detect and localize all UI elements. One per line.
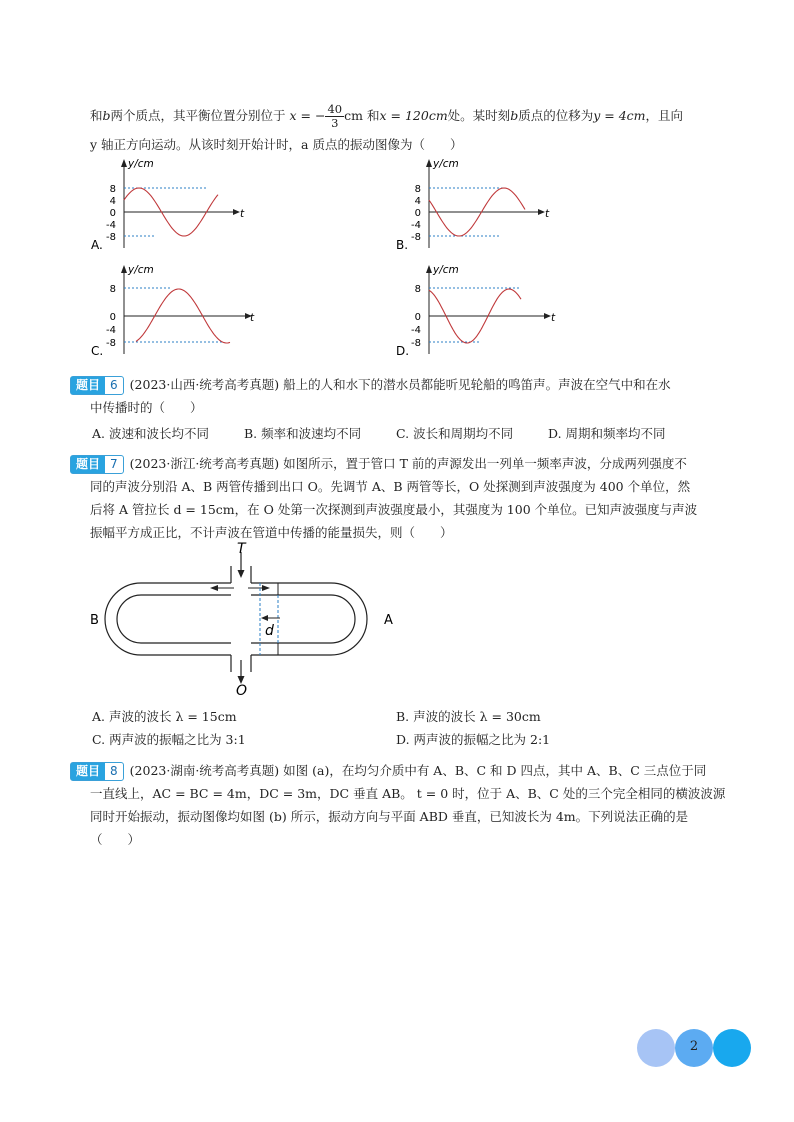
x1-equation: x = − xyxy=(289,108,326,123)
q7-tag: 题目 7 xyxy=(70,455,124,474)
q8-line-2: 一直线上，AC = BC = 4m，DC = 3m，DC 垂直 AB。 t = 0 时，位于 A、B、C 处的三个完全相同的横波波源 xyxy=(90,786,726,801)
graph-b xyxy=(393,156,563,256)
q7-option-d[interactable]: D. 两声波的振幅之比为 2:1 xyxy=(396,732,551,747)
graph-b-xlabel: t xyxy=(545,208,550,220)
graph-c xyxy=(88,262,258,362)
q6-option-c[interactable]: C. 波长和周期均不同 xyxy=(396,426,514,441)
svg-text:-8: -8 xyxy=(106,338,116,349)
q5-line-1: 和b两个质点，其平衡位置分别位于 x = − $\frac{40}{3}$ cm 和x = 120cm处。某时刻b质点的位移为y = 4cm，且向 xyxy=(90,102,684,130)
badge-circle-right xyxy=(713,1029,751,1067)
svg-text:-4: -4 xyxy=(411,325,421,336)
svg-text:-8: -8 xyxy=(106,232,116,243)
svg-text:4: 4 xyxy=(414,196,421,207)
graph-c-xlabel: t xyxy=(250,312,255,324)
pipe-diagram xyxy=(86,538,416,698)
pipe-inner xyxy=(117,595,355,643)
q7-line-3: 后将 A 管拉长 d = 15cm，在 O 处第一次探测到声波强度最小，其强度为 100 个单位。已知声波强度与声波 xyxy=(90,502,698,517)
graph-d xyxy=(393,262,563,362)
svg-text:0: 0 xyxy=(109,208,116,219)
page-number: 2 xyxy=(689,1039,699,1054)
label-B: B xyxy=(90,613,99,628)
option-c-label: C. xyxy=(91,344,104,358)
q7-option-b[interactable]: B. 声波的波长 λ = 30cm xyxy=(396,709,541,724)
label-O: O xyxy=(236,683,248,698)
graph-a-xlabel: t xyxy=(240,208,245,220)
svg-text:8: 8 xyxy=(109,184,116,195)
svg-text:0: 0 xyxy=(414,312,421,323)
q8-line-1: 题目 8 (2023·湖南·统考高考真题) 如图 (a)，在均匀介质中有 A、B、C 和 D 四点，其中 A、B、C 三点位于同 xyxy=(70,761,706,781)
svg-text:8: 8 xyxy=(414,184,421,195)
q7-line-4: 振幅平方成正比，不计声波在管道中传播的能量损失，则（ ） xyxy=(90,525,453,540)
fraction-40-3: $\frac{40}{3}$ xyxy=(327,102,343,130)
graph-d-ylabel: y/cm xyxy=(433,264,459,276)
svg-text:-8: -8 xyxy=(411,338,421,349)
option-b-label: B. xyxy=(396,238,409,252)
label-T: T xyxy=(237,541,246,557)
q6-option-a[interactable]: A. 波速和波长均不同 xyxy=(92,426,209,441)
svg-text:8: 8 xyxy=(109,284,116,295)
q7-line-1: 题目 7 (2023·浙江·统考高考真题) 如图所示，置于管口 T 前的声源发出一列单一频率声波，分成两列强度不 xyxy=(70,454,687,474)
q8-line-4: （ ） xyxy=(90,832,141,847)
q6-line-2: 中传播时的（ ） xyxy=(90,400,203,415)
svg-text:-8: -8 xyxy=(411,232,421,243)
graph-d-xlabel: t xyxy=(551,312,556,324)
svg-text:-4: -4 xyxy=(106,220,116,231)
q7-line-2: 同的声波分别沿 A、B 两管传播到出口 O。先调节 A、B 两管等长，O 处探测到声波强度为 400 个单位，然 xyxy=(90,479,691,494)
option-a-label: A. xyxy=(91,238,103,252)
label-d: d xyxy=(265,623,274,639)
q7-option-c[interactable]: C. 两声波的振幅之比为 3:1 xyxy=(92,732,246,747)
option-d-label: D. xyxy=(396,344,410,358)
q6-line-1: 题目 6 (2023·山西·统考高考真题) 船上的人和水下的潜水员都能听见轮船的鸣笛声。声波在空气中和在水 xyxy=(70,375,671,395)
q6-tag: 题目 6 xyxy=(70,376,124,395)
svg-text:-4: -4 xyxy=(411,220,421,231)
q6-option-b[interactable]: B. 频率和波速均不同 xyxy=(244,426,362,441)
q7-option-a[interactable]: A. 声波的波长 λ = 15cm xyxy=(92,709,237,724)
svg-text:0: 0 xyxy=(414,208,421,219)
graph-a xyxy=(88,156,258,256)
svg-text:4: 4 xyxy=(109,196,116,207)
graph-b-ylabel: y/cm xyxy=(433,158,459,170)
q5-line-2: y 轴正方向运动。从该时刻开始计时，a 质点的振动图像为（ ） xyxy=(90,137,463,152)
graph-a-ylabel: y/cm xyxy=(128,158,154,170)
graph-c-ylabel: y/cm xyxy=(128,264,154,276)
svg-text:-4: -4 xyxy=(106,325,116,336)
svg-text:0: 0 xyxy=(109,312,116,323)
q8-line-3: 同时开始振动，振动图像均如图 (b) 所示，振动方向与平面 ABD 垂直，已知波长为 4m。下列说法正确的是 xyxy=(90,809,689,824)
badge-circle-left xyxy=(637,1029,675,1067)
pipe-outer xyxy=(105,583,367,655)
svg-text:8: 8 xyxy=(414,284,421,295)
q8-tag: 题目 8 xyxy=(70,762,124,781)
q6-option-d[interactable]: D. 周期和频率均不同 xyxy=(548,426,666,441)
label-A: A xyxy=(384,613,393,628)
